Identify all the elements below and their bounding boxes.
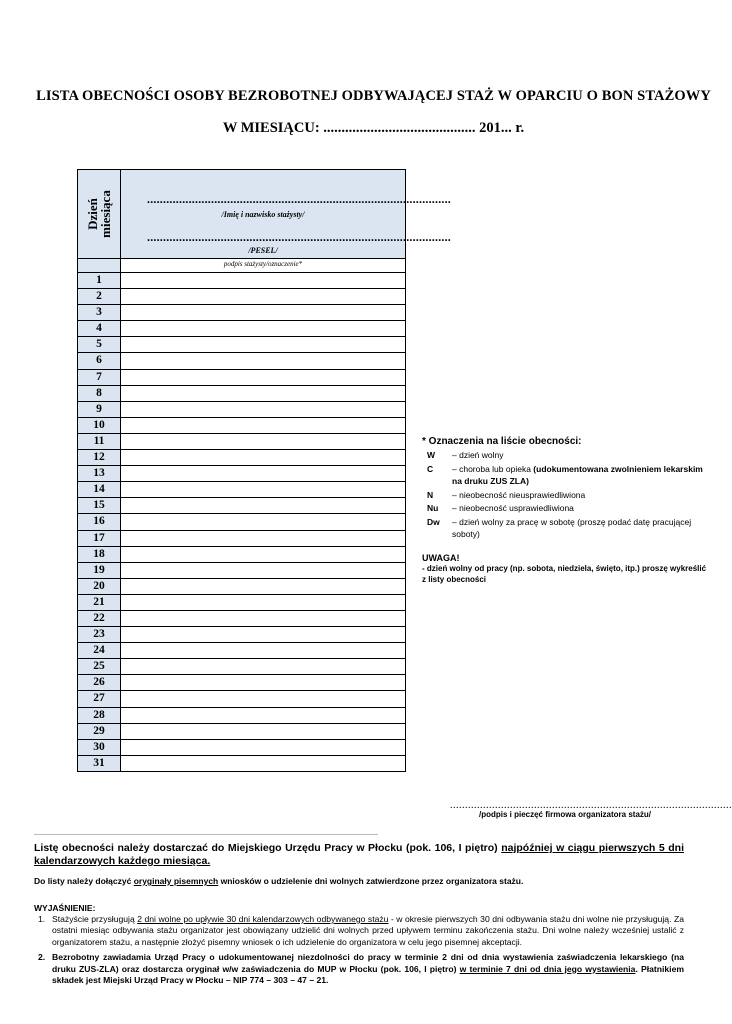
day-number: 10 — [78, 418, 121, 433]
table-row[interactable] — [77, 353, 406, 369]
legend-item-nu — [422, 502, 712, 515]
delivery-notice — [34, 842, 684, 868]
day-number: 4 — [78, 321, 121, 336]
day-number: 21 — [78, 595, 121, 610]
table-row[interactable] — [77, 724, 406, 740]
item-number: 1. — [38, 914, 46, 924]
legend-text: – dzień wolny — [452, 450, 504, 460]
legend-text: – nieobecność usprawiedliwiona — [452, 503, 574, 513]
table-row[interactable] — [77, 337, 406, 353]
name-dotted-line[interactable]: ............................................................................................... — [147, 192, 451, 206]
legend-key: Dw — [427, 516, 440, 527]
legend-item-dw — [422, 516, 712, 541]
day-number: 24 — [78, 643, 121, 658]
explanation-item-1 — [34, 914, 684, 948]
table-row[interactable] — [77, 595, 406, 611]
table-row[interactable] — [77, 708, 406, 724]
divider — [34, 834, 378, 835]
table-row[interactable] — [77, 514, 406, 530]
table-row[interactable] — [77, 531, 406, 547]
day-column-header — [78, 170, 121, 258]
day-number: 23 — [78, 627, 121, 642]
table-row[interactable] — [77, 611, 406, 627]
day-number: 11 — [78, 434, 121, 449]
day-number: 19 — [78, 563, 121, 578]
day-number: 30 — [78, 740, 121, 755]
table-row[interactable] — [77, 386, 406, 402]
sign-row-left-cell — [78, 259, 121, 272]
notice2-before: Do listy należy dołączyć — [34, 876, 134, 886]
attachment-notice — [34, 876, 684, 886]
notice-deadline: najpóźniej w ciągu pierwszych 5 dni kalendarzowych każdego miesiąca. — [34, 842, 684, 867]
item1-before: Stażyście przysługują — [52, 914, 138, 924]
day-rows — [77, 273, 406, 772]
legend-key: Nu — [427, 503, 439, 513]
table-row[interactable] — [77, 498, 406, 514]
day-number: 27 — [78, 691, 121, 706]
table-row[interactable] — [77, 273, 406, 289]
day-number: 12 — [78, 450, 121, 465]
legend-text: – dzień wolny za pracę w sobotę (proszę podać datę pracującej soboty) — [452, 516, 692, 539]
legend-key: N — [427, 489, 434, 500]
table-row[interactable] — [77, 691, 406, 707]
day-number: 14 — [78, 482, 121, 497]
day-header-line2: miesiąca — [98, 190, 113, 238]
explanation-item-2 — [34, 952, 684, 986]
item1-after: - w okresie pierwszych 30 dni odbywania stażu dni wolne nie przysługują. Za ostatni miesiąc odbywania stażu organizator jest obowiązany udzielić dni wolnych przed upływem terminu zakończenia stażu. Dni wolne należy wcześniej ustalić z organizatorem stażu, a następnie złożyć pisemny wniosek o ich udzielenie do organizatora w celu jego pisemnej akceptacji. — [52, 914, 684, 947]
legend-text: – nieobecność nieusprawiedliwiona — [452, 489, 586, 500]
day-number: 22 — [78, 611, 121, 626]
legend-item-n — [422, 489, 712, 502]
day-number: 7 — [78, 370, 121, 385]
document-subtitle: W MIESIĄCU: .......................................... 201... r. — [222, 120, 525, 136]
day-number: 18 — [78, 547, 121, 562]
day-number: 1 — [78, 273, 121, 288]
legend — [422, 436, 712, 585]
day-number: 15 — [78, 498, 121, 513]
day-number: 29 — [78, 724, 121, 739]
table-row[interactable] — [77, 289, 406, 305]
item1-underlined: 2 dni wolne po upływie 30 dni kalendarzowych odbywanego stażu — [137, 914, 389, 924]
item-number: 2. — [38, 952, 46, 963]
pesel-dotted-line[interactable]: ............................................................................................... — [147, 230, 451, 244]
table-row[interactable] — [77, 659, 406, 675]
explanation-list — [34, 914, 684, 986]
table-row[interactable] — [77, 482, 406, 498]
day-number: 26 — [78, 675, 121, 690]
legend-key: C — [427, 463, 434, 474]
day-number: 9 — [78, 402, 121, 417]
legend-text: – choroba lub opieka — [452, 463, 531, 474]
table-row[interactable] — [77, 450, 406, 466]
item2-before: Bezrobotny zawiadamia Urząd Pracy o udokumentowanej niezdolności do pracy w terminie 2 dni od dnia wystawienia zaświadczenia lekarskiego (na druku ZUS-ZLA) oraz dostarcza oryginał w/w zaświadczenia do MUP w Płocku (pok. 106, I piętro) — [52, 952, 684, 974]
day-number: 5 — [78, 337, 121, 352]
legend-item-w — [422, 449, 712, 462]
table-row[interactable] — [77, 563, 406, 579]
table-row[interactable] — [77, 321, 406, 337]
day-number: 3 — [78, 305, 121, 320]
table-row[interactable] — [77, 756, 406, 772]
day-column-header-text — [86, 190, 112, 238]
legend-bold-text: (udokumentowana zwolnieniem lekarskim na druku ZUS ZLA) — [452, 463, 703, 486]
day-number: 13 — [78, 466, 121, 481]
explanation-title: WYJAŚNIENIE: — [34, 903, 96, 913]
legend-item-c — [422, 463, 712, 488]
table-row[interactable] — [77, 305, 406, 321]
legend-key: W — [427, 450, 436, 460]
sign-label: podpis stażysty/oznaczenie* — [223, 260, 303, 268]
table-row[interactable] — [77, 370, 406, 386]
day-header-line1: Dzień — [85, 198, 100, 230]
notice2-after: wniosków o udzielenie dni wolnych zatwierdzone przez organizatora stażu. — [218, 876, 524, 886]
notice2-underlined: oryginały pisemnych — [133, 876, 219, 886]
table-row[interactable] — [77, 579, 406, 595]
table-row[interactable] — [77, 675, 406, 691]
name-label: /Imię i nazwisko stażysty/ — [221, 210, 305, 219]
table-row[interactable] — [77, 434, 406, 450]
table-row[interactable] — [77, 740, 406, 756]
day-number: 31 — [78, 756, 121, 771]
warning-text: - dzień wolny od pracy (np. sobota, niedziela, święto, itp.) proszę wykreślić z listy obecności — [422, 563, 707, 584]
item2-after: . Płatnikiem składek jest Miejski Urząd Pracy w Płocku – NIP 774 – 303 – 47 – 21. — [52, 963, 684, 986]
legend-title: * Oznaczenia na liście obecności: — [422, 436, 582, 447]
document-title: LISTA OBECNOŚCI OSOBY BEZROBOTNEJ ODBYWAJĄCEJ STAŻ W OPARCIU O BON STAŻOWY — [36, 88, 711, 104]
table-row[interactable] — [77, 466, 406, 482]
table-row[interactable] — [77, 402, 406, 418]
warning-title: UWAGA! — [422, 552, 460, 563]
sign-label-row — [77, 259, 406, 273]
day-number: 17 — [78, 531, 121, 546]
day-number: 8 — [78, 386, 121, 401]
day-number: 16 — [78, 514, 121, 529]
table-header — [77, 169, 451, 259]
table-row[interactable] — [77, 547, 406, 563]
pesel-label: /PESEL/ — [248, 246, 278, 255]
signature-label: /podpis i pieczęć firmowa organizatora stażu/ — [478, 810, 652, 819]
day-number: 2 — [78, 289, 121, 304]
table-row[interactable] — [77, 643, 406, 659]
notice-text: Listę obecności należy dostarczać do Miejskiego Urzędu Pracy w Płocku (pok. 106, I piętro) — [34, 842, 502, 854]
day-number: 28 — [78, 708, 121, 723]
day-number: 6 — [78, 353, 121, 368]
table-row[interactable] — [77, 627, 406, 643]
signature-dotted-line[interactable]: .............................................................................................. — [450, 800, 732, 811]
day-number: 25 — [78, 659, 121, 674]
table-row[interactable] — [77, 418, 406, 434]
day-number: 20 — [78, 579, 121, 594]
trainee-info-header — [121, 170, 451, 258]
item2-underlined: w terminie 7 dni od dnia jego wystawienia — [459, 963, 636, 974]
